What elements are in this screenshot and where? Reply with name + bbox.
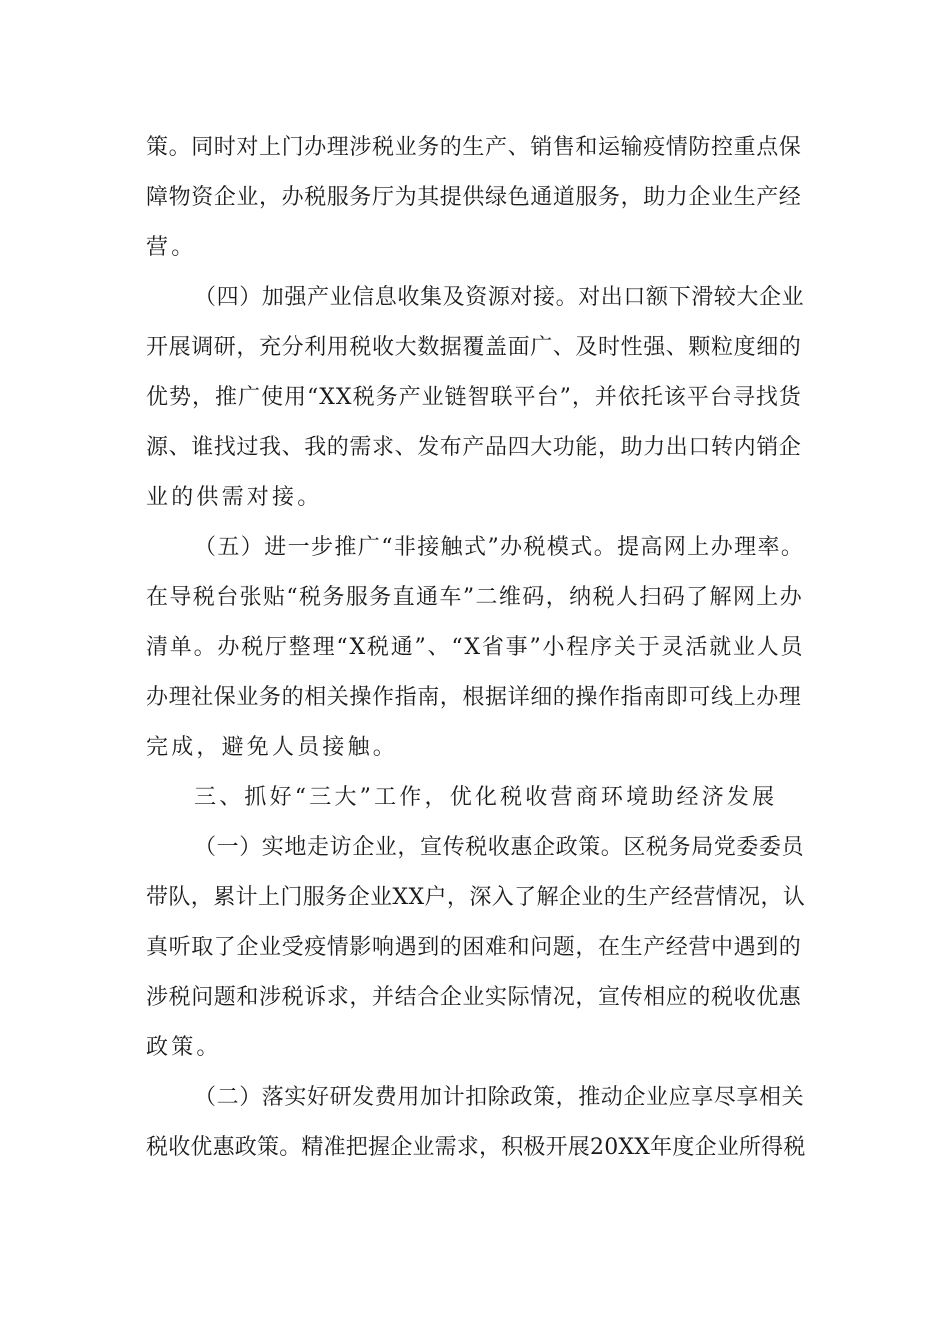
text-line: 营。: [146, 235, 197, 260]
text-line: 业的供需对接。: [146, 485, 323, 510]
text-line: 开展调研，充分利用税收大数据覆盖面广、及时性强、颗粒度细的: [146, 335, 802, 360]
text-line: 清单。办税厅整理“X税通”、“X省事”小程序关于灵活就业人员: [146, 635, 805, 660]
text-line: 在导税台张贴“税务服务直通车”二维码，纳税人扫码了解网上办: [146, 585, 804, 610]
text-line: 带队，累计上门服务企业XX户，深入了解企业的生产经营情况，认: [146, 885, 806, 910]
text-line: 真听取了企业受疫情影响遇到的困难和问题，在生产经营中遇到的: [146, 935, 802, 960]
text-line: （一）实地走访企业，宣传税收惠企政策。区税务局党委委员: [194, 835, 805, 860]
text-line: （二）落实好研发费用加计扣除政策，推动企业应享尽享相关: [194, 1085, 805, 1110]
text-line: 完成，避免人员接触。: [146, 735, 399, 760]
text-line: 源、谁找过我、我的需求、发布产品四大功能，助力出口转内销企: [146, 435, 802, 460]
text-line: 税收优惠政策。精准把握企业需求，积极开展20XX年度企业所得税: [146, 1135, 806, 1160]
text-line: 优势，推广使用“XX税务产业链智联平台”，并依托该平台寻找货: [146, 385, 802, 410]
text-line: 策。同时对上门办理涉税业务的生产、销售和运输疫情防控重点保: [146, 135, 802, 160]
text-line: 障物资企业，办税服务厅为其提供绿色通道服务，助力企业生产经: [146, 185, 802, 210]
text-line: 涉税问题和涉税诉求，并结合企业实际情况，宣传相应的税收优惠: [146, 985, 802, 1010]
text-line: 政策。: [146, 1035, 222, 1060]
text-line: （四）加强产业信息收集及资源对接。对出口额下滑较大企业: [194, 285, 805, 310]
text-line: 办理社保业务的相关操作指南，根据详细的操作指南即可线上办理: [146, 685, 802, 710]
text-line: （五）进一步推广“非接触式”办税模式。提高网上办理率。: [194, 535, 805, 560]
section-heading: 三、抓好“三大”工作，优化税收营商环境助经济发展: [194, 785, 778, 810]
